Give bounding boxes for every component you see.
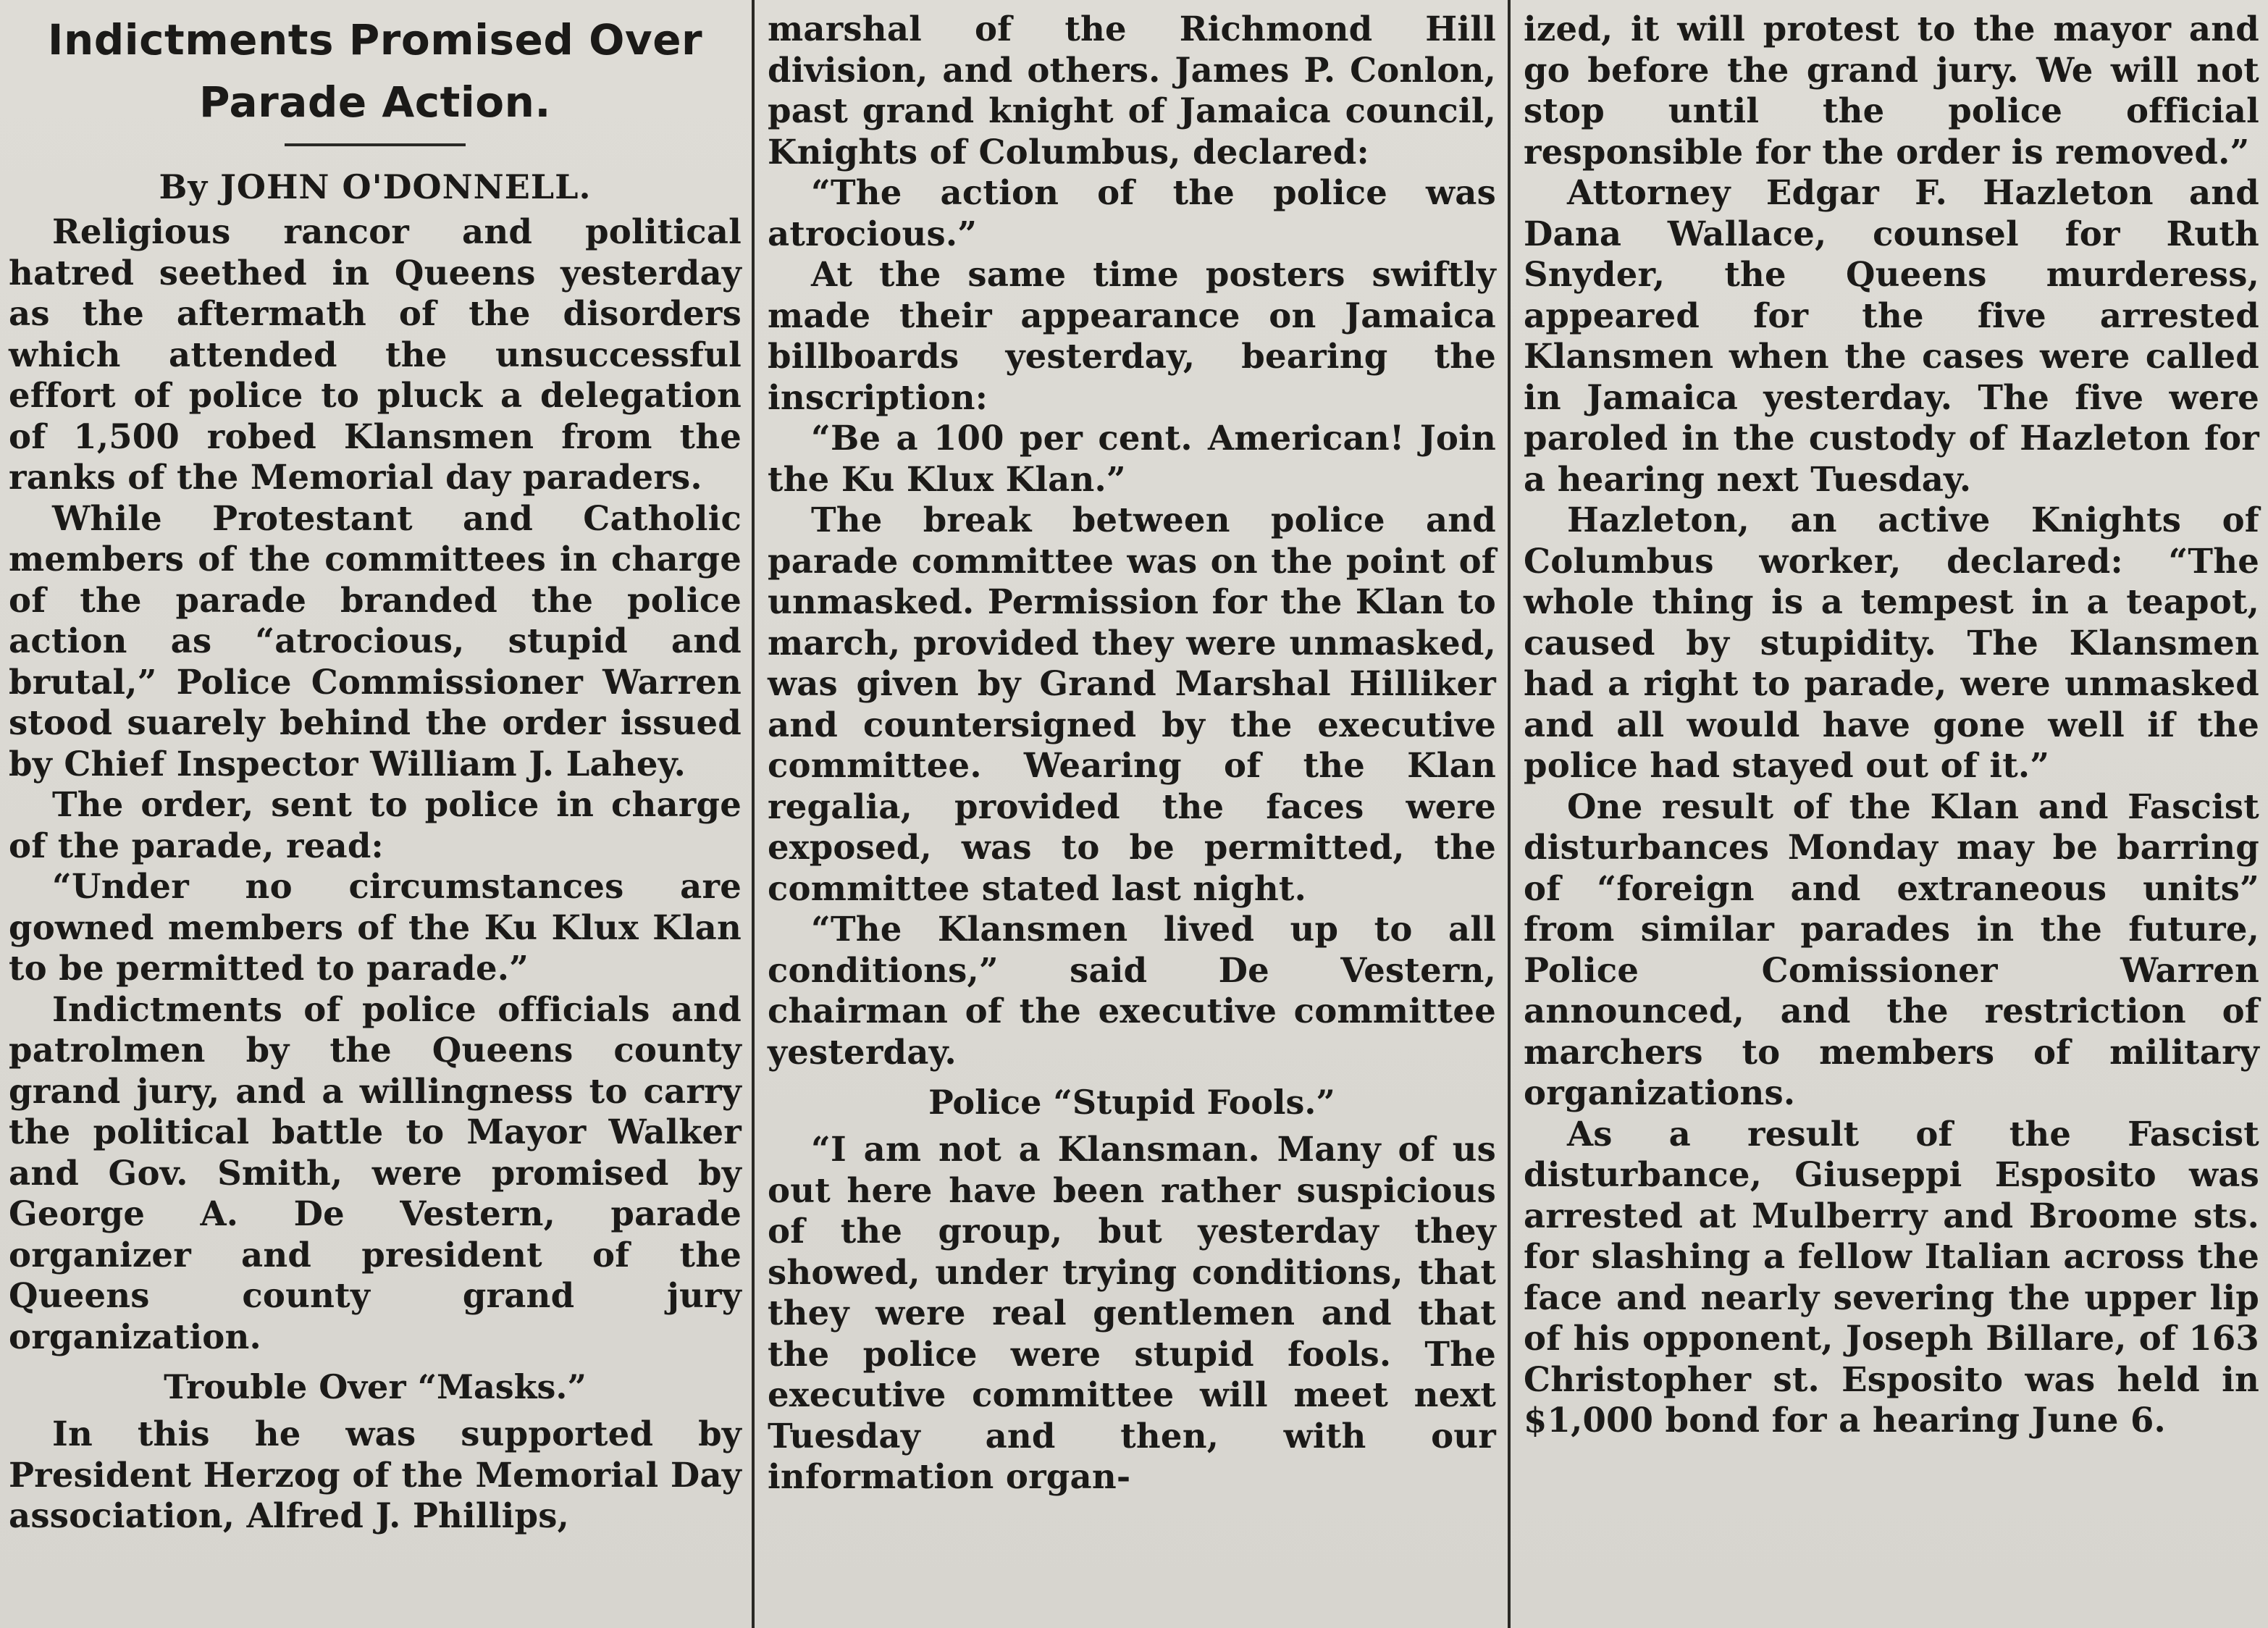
paragraph: “The action of the police was atrocious.”	[768, 172, 1496, 253]
paragraph: The break between police and parade committee was on the point of unmasked. Permission for the Klan to march, provided they were unmasked, was given by Grand Marshal Hilliker and countersigned by the executive committee. Wearing of the Klan regalia, provided the faces were exposed, was to be permitted, the committee stated last night.	[768, 500, 1496, 908]
paragraph: “Under no circumstances are gowned members of the Ku Klux Klan to be permitted to parade.”	[9, 866, 742, 988]
column-rule	[1508, 0, 1511, 1628]
subheading: Trouble Over “Masks.”	[164, 1367, 587, 1406]
paragraph: marshal of the Richmond Hill division, and others. James P. Conlon, past grand knight of Jamaica council, Knights of Columbus, declared:	[768, 9, 1496, 172]
paragraph: “Be a 100 per cent. American! Join the Ku Klux Klan.”	[768, 418, 1496, 499]
paragraph: Attorney Edgar F. Hazleton and Dana Wallace, counsel for Ruth Snyder, the Queens murderess, appeared for the five arrested Klansmen when the cases were called in Jamaica yesterday. The five were paroled in the custody of Hazleton for a hearing next Tuesday.	[1524, 172, 2259, 499]
paragraph: Indictments of police officials and patrolmen by the Queens county grand jury, and a willingness to carry the political battle to Mayor Walker and Gov. Smith, were promised by George A. De Vestern, parade organizer and president of the Queens county grand jury organization.	[9, 989, 742, 1356]
headline-line-2: Parade Action.	[199, 77, 551, 127]
subheading: Police “Stupid Fools.”	[928, 1083, 1335, 1122]
column-3	[1515, 0, 2268, 1628]
paragraph: ized, it will protest to the mayor and go before the grand jury. We will not stop until the police official responsible for the order is removed.”	[1524, 9, 2259, 172]
paragraph: Religious rancor and political hatred seethed in Queens yesterday as the aftermath of the disorders which attended the unsuccessful effort of police to pluck a delegation of 1,500 robed Klansmen from the ranks of the Memorial day paraders.	[9, 211, 742, 497]
paragraph: “The Klansmen lived up to all conditions,” said De Vestern, chairman of the executive committee yesterday.	[768, 909, 1496, 1072]
headline-line-1: Indictments Promised Over	[47, 15, 703, 64]
paragraph: Hazleton, an active Knights of Columbus worker, declared: “The whole thing is a tempest in a teapot, caused by stupidity. The Klansmen had a right to parade, were unmasked and all would have gone well if the police had stayed out of it.”	[1524, 500, 2259, 785]
headline-divider	[285, 143, 466, 146]
column-1	[0, 0, 750, 1628]
column-rule	[752, 0, 755, 1628]
paragraph: The order, sent to police in charge of the parade, read:	[9, 784, 742, 865]
paragraph: “I am not a Klansman. Many of us out here have been rather suspicious of the group, but yesterday they showed, under trying conditions, that they were real gentlemen and that the police were stupid fools. The executive committee will meet next Tuesday and then, with our information organ-	[768, 1129, 1496, 1496]
paragraph: In this he was supported by President Herzog of the Memorial Day association, Alfred J. Phillips,	[9, 1414, 742, 1535]
paragraph: While Protestant and Catholic members of the committees in charge of the parade branded the police action as “atrocious, stupid and brutal,” Police Commissioner Warren stood suarely behind the order issued by Chief Inspector William J. Lahey.	[9, 498, 742, 784]
paragraph: One result of the Klan and Fascist disturbances Monday may be barring of “foreign and extraneous units” from similar parades in the future, Police Comissioner Warren announced, and the restriction of marchers to members of military organizations.	[1524, 786, 2259, 1112]
headline	[9, 9, 742, 133]
paragraph: At the same time posters swiftly made their appearance on Jamaica billboards yesterday, bearing the inscription:	[768, 254, 1496, 417]
paragraph: As a result of the Fascist disturbance, Giuseppi Esposito was arrested at Mulberry and Broome sts. for slashing a fellow Italian across the face and nearly severing the upper lip of his opponent, Joseph Billare, of 163 Christopher st. Esposito was held in $1,000 bond for a hearing June 6.	[1524, 1113, 2259, 1440]
column-2	[759, 0, 1505, 1628]
byline: By JOHN O'DONNELL.	[159, 167, 592, 206]
